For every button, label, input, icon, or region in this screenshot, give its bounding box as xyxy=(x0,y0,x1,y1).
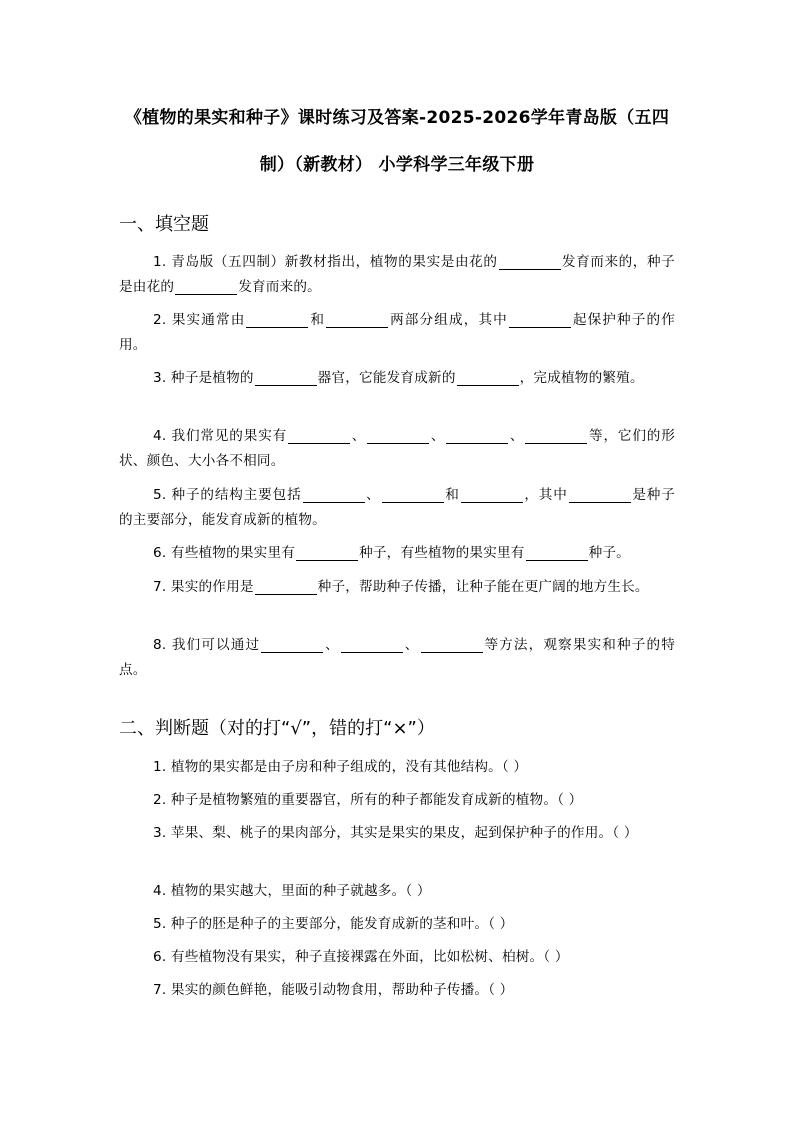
answer-blank[interactable] xyxy=(526,544,588,561)
answer-blank[interactable] xyxy=(255,578,317,595)
question-text: 、 xyxy=(430,428,446,444)
question-text: 植物的果实都是由子房和种子组成的，没有其他结构。（ ） xyxy=(170,759,528,775)
question-text: 果实的颜色鲜艳，能吸引动物食用，帮助种子传播。（ ） xyxy=(170,982,514,998)
answer-blank[interactable] xyxy=(296,544,358,561)
question-text: 、 xyxy=(324,637,340,653)
true-false-question xyxy=(119,912,675,937)
answer-blank[interactable] xyxy=(367,427,429,444)
answer-blank[interactable] xyxy=(303,486,365,503)
question-text: ，完成植物的繁殖。 xyxy=(519,370,644,386)
fill-question xyxy=(119,575,675,600)
question-text: 种子是植物的 xyxy=(170,370,254,386)
true-false-question xyxy=(119,788,675,813)
question-text: 发育而来的。 xyxy=(238,279,321,295)
answer-blank[interactable] xyxy=(525,427,587,444)
document-title-line-1: 《植物的果实和种子》课时练习及答案-2025-2026学年青岛版（五四 xyxy=(124,108,670,128)
section-heading-true-false: 二、判断题（对的打“√”，错的打“×”） xyxy=(119,718,435,739)
question-number: 1. xyxy=(153,254,172,270)
question-text: 果实通常由 xyxy=(171,312,246,328)
answer-blank[interactable] xyxy=(499,253,561,270)
answer-blank[interactable] xyxy=(246,311,308,328)
answer-blank[interactable] xyxy=(569,486,631,503)
question-text: 器官，它能发育成新的 xyxy=(317,370,456,386)
true-false-question xyxy=(119,821,675,846)
question-number: 4. xyxy=(153,883,171,899)
question-number: 4. xyxy=(153,428,172,444)
question-number: 7. xyxy=(153,579,171,595)
question-text: 、 xyxy=(365,487,381,503)
question-text: 和 xyxy=(309,312,326,328)
question-text: 我们可以通过 xyxy=(171,637,261,653)
question-number: 2. xyxy=(153,312,172,328)
answer-blank[interactable] xyxy=(255,369,317,386)
question-text: 、 xyxy=(403,637,420,653)
question-text: 植物的果实越大，里面的种子就越多。（ ） xyxy=(170,883,431,899)
answer-blank[interactable] xyxy=(175,278,237,295)
question-number: 8. xyxy=(153,637,172,653)
question-text: 种子是植物繁殖的重要器官，所有的种子都能发育成新的植物。（ ） xyxy=(170,792,583,808)
true-false-question xyxy=(119,755,675,780)
question-text: 两部分组成，其中 xyxy=(389,312,508,328)
question-text: ，其中 xyxy=(523,487,568,503)
true-false-question xyxy=(119,945,675,970)
question-text: 起保护种子的作用。 xyxy=(119,312,675,353)
question-text: 、 xyxy=(509,428,525,444)
question-text: 我们常见的果实有 xyxy=(171,428,288,444)
question-number: 7. xyxy=(153,982,171,998)
answer-blank[interactable] xyxy=(509,311,571,328)
section-heading-fill-in: 一、填空题 xyxy=(119,214,209,235)
question-number: 2. xyxy=(153,792,171,808)
question-number: 3. xyxy=(153,825,171,841)
question-text: 和 xyxy=(444,487,460,503)
question-text: 、 xyxy=(351,428,367,444)
answer-blank[interactable] xyxy=(341,636,403,653)
question-text: 种子，有些植物的果实里有 xyxy=(359,545,525,561)
question-text: 种子，帮助种子传播，让种子能在更广阔的地方生长。 xyxy=(317,579,649,595)
question-text: 果实的作用是 xyxy=(170,579,254,595)
question-number: 5. xyxy=(153,487,172,503)
answer-blank[interactable] xyxy=(421,636,483,653)
question-text: 等方法，观察果实和种子的特点。 xyxy=(119,637,676,678)
fill-question xyxy=(119,633,675,683)
question-number: 1. xyxy=(153,759,171,775)
question-number: 5. xyxy=(153,916,171,932)
question-text: 苹果、梨、桃子的果肉部分，其实是果实的果皮，起到保护种子的作用。（ ） xyxy=(170,825,638,841)
true-false-question xyxy=(119,978,675,1003)
question-text: 种子。 xyxy=(588,545,630,561)
answer-blank[interactable] xyxy=(446,427,508,444)
fill-question xyxy=(119,424,675,474)
document-title-line-2: 制）（新教材） 小学科学三年级下册 xyxy=(259,155,535,175)
answer-blank[interactable] xyxy=(382,486,444,503)
answer-blank[interactable] xyxy=(288,427,350,444)
question-number: 3. xyxy=(153,370,171,386)
fill-question xyxy=(119,250,675,300)
fill-question xyxy=(119,483,675,533)
question-text: 有些植物的果实里有 xyxy=(170,545,296,561)
true-false-question xyxy=(119,879,675,904)
question-text: 种子的结构主要包括 xyxy=(171,487,302,503)
fill-question xyxy=(119,308,675,358)
fill-question xyxy=(119,541,675,566)
question-text: 青岛版（五四制）新教材指出，植物的果实是由花的 xyxy=(171,254,498,270)
question-text: 种子的胚是种子的主要部分，能发育成新的茎和叶。（ ） xyxy=(170,916,514,932)
question-text: 等，它们的形状、颜色、大小各不相同。 xyxy=(119,428,676,469)
question-text: 是种子的主要部分，能发育成新的植物。 xyxy=(119,487,675,528)
question-number: 6. xyxy=(153,949,171,965)
question-text: 发育而来的，种子是由花的 xyxy=(119,254,675,295)
answer-blank[interactable] xyxy=(326,311,388,328)
question-number: 6. xyxy=(153,545,171,561)
fill-question xyxy=(119,366,675,391)
answer-blank[interactable] xyxy=(261,636,323,653)
question-text: 有些植物没有果实，种子直接裸露在外面，比如松树、柏树。（ ） xyxy=(170,949,569,965)
answer-blank[interactable] xyxy=(457,369,519,386)
answer-blank[interactable] xyxy=(461,486,523,503)
